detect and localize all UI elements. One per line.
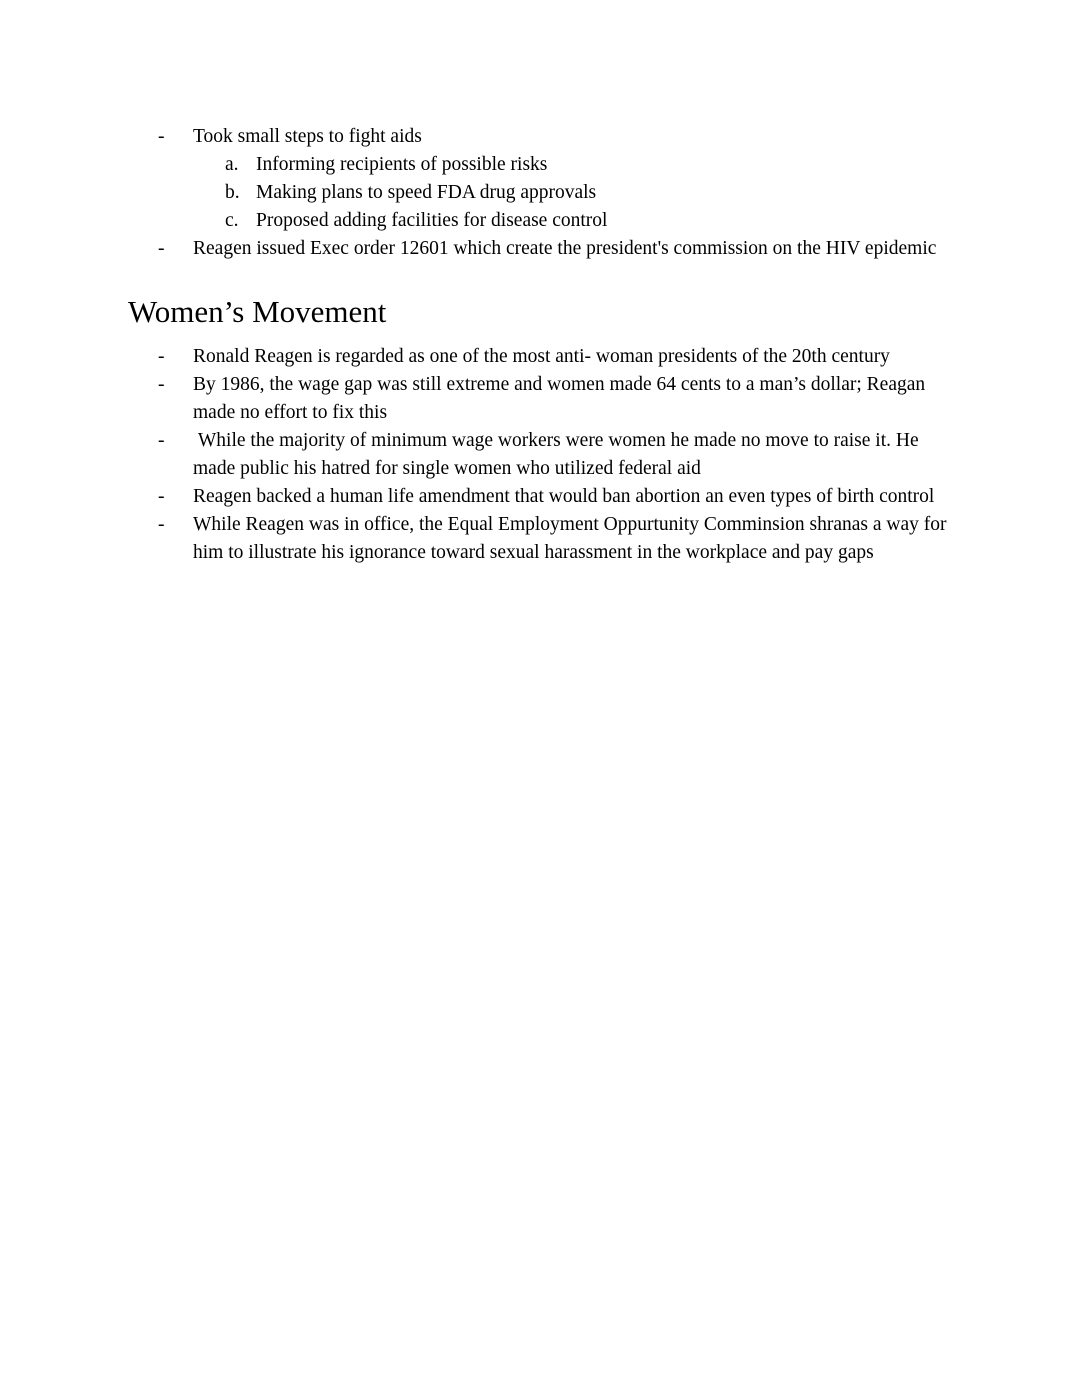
list-item-text: By 1986, the wage gap was still extreme and women made 64 cents to a man’s dollar; Reagan made no effort to fix this bbox=[193, 374, 931, 423]
list-item bbox=[128, 235, 953, 263]
list-item-text: While Reagen was in office, the Equal Employment Oppurtunity Comminsion shranas a way for him to illustrate his ignorance toward sexual harassment in the workplace and pay gaps bbox=[193, 514, 952, 563]
dash-bullet: - bbox=[158, 346, 165, 367]
list-item-text: Ronald Reagen is regarded as one of the most anti- woman presidents of the 20th century bbox=[193, 346, 890, 367]
sub-list-item-text: Proposed adding facilities for disease control bbox=[256, 210, 608, 231]
list-item-text: Reagen backed a human life amendment that would ban abortion an even types of birth control bbox=[193, 486, 935, 507]
list-item bbox=[128, 371, 953, 427]
letter-bullet: b. bbox=[225, 182, 240, 203]
list-item-text: Reagen issued Exec order 12601 which create the president's commission on the HIV epidemic bbox=[193, 238, 937, 259]
dash-bullet: - bbox=[158, 374, 165, 395]
dash-bullet: - bbox=[158, 430, 165, 451]
list-item-text: While the majority of minimum wage workers were women he made no move to raise it. He made public his hatred for single women who utilized federal aid bbox=[193, 430, 924, 479]
dash-bullet: - bbox=[158, 126, 165, 147]
list-item bbox=[128, 123, 953, 151]
document-content bbox=[0, 0, 1080, 567]
list-item bbox=[128, 343, 953, 371]
list-item bbox=[128, 511, 953, 567]
sub-list-item bbox=[128, 207, 953, 235]
list-item-text: Took small steps to fight aids bbox=[193, 126, 422, 147]
sub-list-item bbox=[128, 151, 953, 179]
dash-bullet: - bbox=[158, 514, 165, 535]
letter-bullet: c. bbox=[225, 210, 239, 231]
sub-list-item-text: Making plans to speed FDA drug approvals bbox=[256, 182, 597, 203]
section-heading: Women’s Movement bbox=[128, 294, 387, 329]
sub-list-item-text: Informing recipients of possible risks bbox=[256, 154, 548, 175]
list-item bbox=[128, 427, 953, 483]
sub-list-item bbox=[128, 179, 953, 207]
list-item bbox=[128, 483, 953, 511]
dash-bullet: - bbox=[158, 486, 165, 507]
dash-bullet: - bbox=[158, 238, 165, 259]
letter-bullet: a. bbox=[225, 154, 239, 175]
